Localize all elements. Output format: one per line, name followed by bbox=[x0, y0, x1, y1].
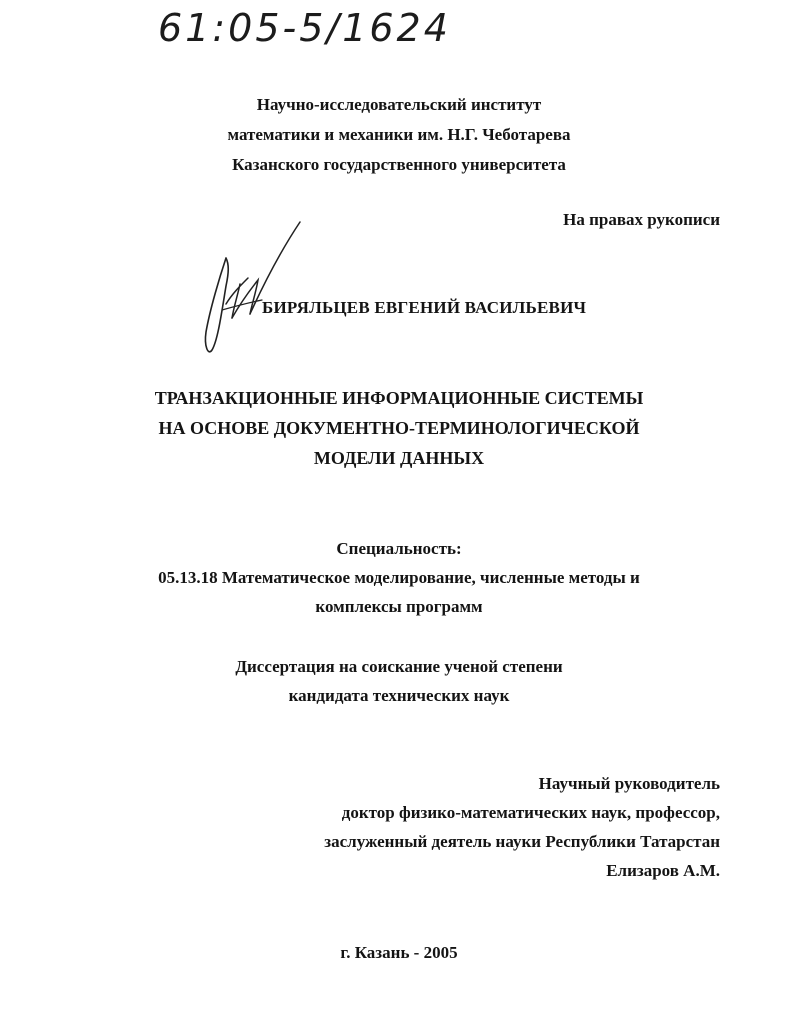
institution-block bbox=[0, 90, 798, 180]
specialty-label: Специальность: bbox=[336, 539, 462, 558]
supervisor-line: заслуженный деятель науки Республики Татарстан bbox=[324, 832, 720, 851]
institution-line: математики и механики им. Н.Г. Чеботарева bbox=[227, 125, 571, 144]
institution-line: Казанского государственного университета bbox=[232, 155, 566, 174]
specialty-block bbox=[0, 534, 798, 621]
handwritten-signature bbox=[196, 214, 306, 364]
place-year: г. Казань - 2005 bbox=[340, 943, 458, 962]
thesis-title bbox=[0, 383, 798, 473]
archive-number: 61:05-5/1624 bbox=[158, 6, 451, 50]
thesis-title-line: МОДЕЛИ ДАННЫХ bbox=[313, 448, 485, 468]
thesis-title-line: НА ОСНОВЕ ДОКУМЕНТНО-ТЕРМИНОЛОГИЧЕСКОЙ bbox=[158, 418, 640, 438]
degree-block bbox=[0, 652, 798, 710]
supervisor-line: Елизаров А.М. bbox=[606, 861, 720, 880]
institution-line: Научно-исследовательский институт bbox=[256, 95, 542, 114]
supervisor-line: доктор физико-математических наук, профессор, bbox=[341, 803, 720, 822]
manuscript-note: На правах рукописи bbox=[563, 210, 720, 229]
author-name: БИРЯЛЬЦЕВ ЕВГЕНИЙ ВАСИЛЬЕВИЧ bbox=[262, 298, 587, 317]
supervisor-line: Научный руководитель bbox=[538, 774, 720, 793]
degree-line: кандидата технических наук bbox=[288, 686, 510, 705]
degree-line: Диссертация на соискание ученой степени bbox=[235, 657, 563, 676]
specialty-line: 05.13.18 Математическое моделирование, численные методы и bbox=[158, 568, 640, 587]
thesis-title-line: ТРАНЗАКЦИОННЫЕ ИНФОРМАЦИОННЫЕ СИСТЕМЫ bbox=[154, 388, 644, 408]
specialty-line: комплексы программ bbox=[315, 597, 483, 616]
supervisor-block bbox=[324, 769, 720, 885]
